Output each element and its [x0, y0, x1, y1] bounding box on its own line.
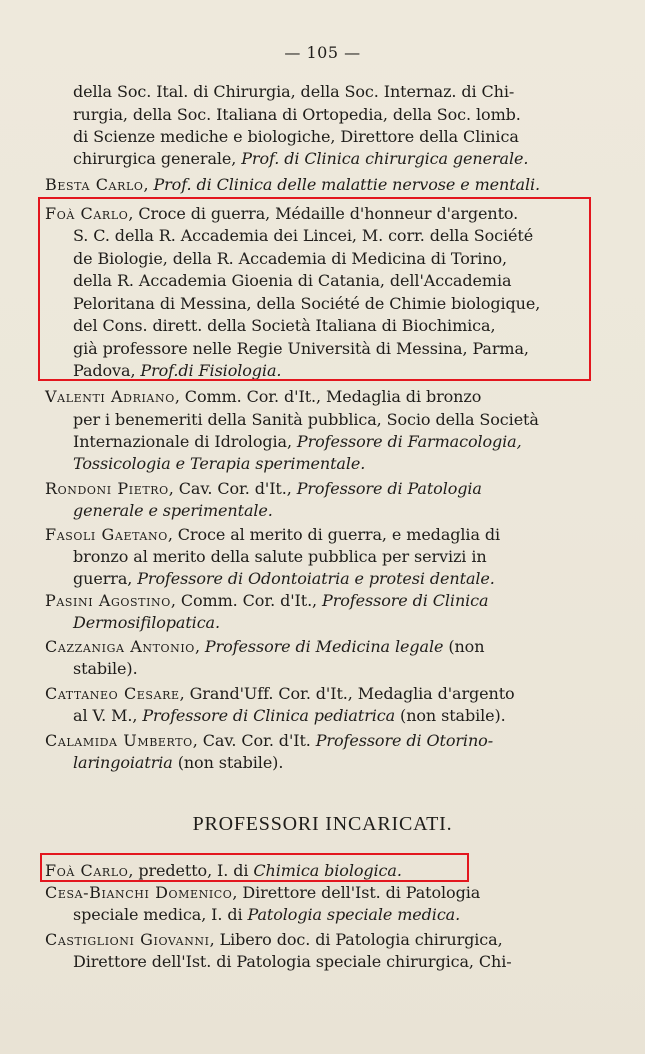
entry-line: generale e sperimentale.	[73, 501, 273, 520]
entry-foa-incaricato: Foà Carlo, predetto, I. di Chimica biologica.	[45, 861, 402, 880]
entry-fasoli: Fasoli Gaetano, Croce al merito di guerra, e medaglia di	[45, 525, 501, 544]
entry-line: guerra, Professore di Odontoiatria e protesi dentale.	[73, 569, 495, 588]
person-name: Foà Carlo	[45, 204, 129, 223]
entry-line: di Scienze mediche e biologiche, Direttore della Clinica	[73, 127, 519, 146]
entry-line: chirurgica generale, Prof. di Clinica chirurgica generale.	[73, 149, 529, 168]
entry-line: laringoiatria (non stabile).	[73, 753, 284, 772]
entry-line: Peloritana di Messina, della Société de Chimie biologique,	[73, 294, 541, 313]
entry-line: Tossicologia e Terapia sperimentale.	[73, 454, 366, 473]
page-number: — 105 —	[284, 43, 361, 62]
entry-line: Direttore dell'Ist. di Patologia speciale chirurgica, Chi-	[73, 952, 512, 971]
entry-line: de Biologie, della R. Accademia di Medicina di Torino,	[73, 249, 508, 268]
entry-line: per i benemeriti della Sanità pubblica, Socio della Società	[73, 410, 539, 429]
entry-foa: Foà Carlo, Croce di guerra, Médaille d'honneur d'argento.	[45, 204, 519, 223]
entry-line: Dermosifilopatica.	[73, 613, 220, 632]
person-name: Rondoni Pietro	[45, 479, 169, 498]
person-name: Valenti Adriano	[45, 387, 175, 406]
person-name: Castiglioni Giovanni	[45, 930, 210, 949]
entry-line: S. C. della R. Accademia dei Lincei, M. corr. della Société	[73, 226, 534, 245]
entry-line: della Soc. Ital. di Chirurgia, della Soc. Internaz. di Chi-	[73, 82, 515, 101]
section-heading: PROFESSORI INCARICATI.	[192, 813, 453, 835]
entry-castiglioni: Castiglioni Giovanni, Libero doc. di Patologia chirurgica,	[45, 930, 503, 949]
person-name: Cesa-Bianchi Domenico	[45, 883, 233, 902]
entry-calamida: Calamida Umberto, Cav. Cor. d'It. Professore di Otorino-	[45, 731, 493, 750]
entry-rondoni: Rondoni Pietro, Cav. Cor. d'It., Professore di Patologia	[45, 479, 482, 498]
entry-line: al V. M., Professore di Clinica pediatrica (non stabile).	[73, 706, 506, 725]
entry-pasini: Pasini Agostino, Comm. Cor. d'It., Professore di Clinica	[45, 591, 489, 610]
entry-line: rurgia, della Soc. Italiana di Ortopedia, della Soc. lomb.	[73, 105, 521, 124]
person-name: Foà Carlo	[45, 861, 129, 880]
person-name: Cazzaniga Antonio	[45, 637, 195, 656]
person-name: Besta Carlo	[45, 175, 144, 194]
person-name: Fasoli Gaetano	[45, 525, 168, 544]
person-name: Calamida Umberto	[45, 731, 193, 750]
entry-cesa-bianchi: Cesa-Bianchi Domenico, Direttore dell'Ist. di Patologia	[45, 883, 481, 902]
entry-line: Padova, Prof.di Fisiologia.	[73, 361, 282, 380]
entry-line: bronzo al merito della salute pubblica per servizi in	[73, 547, 487, 566]
entry-line: stabile).	[73, 659, 138, 678]
person-name: Pasini Agostino	[45, 591, 171, 610]
person-name: Cattaneo Cesare	[45, 684, 180, 703]
entry-line: speciale medica, I. di Patologia speciale medica.	[73, 905, 461, 924]
entry-line: della R. Accademia Gioenia di Catania, dell'Accademia	[73, 271, 512, 290]
entry-valenti: Valenti Adriano, Comm. Cor. d'It., Medaglia di bronzo	[45, 387, 482, 406]
entry-cattaneo: Cattaneo Cesare, Grand'Uff. Cor. d'It., Medaglia d'argento	[45, 684, 515, 703]
entry-line: Internazionale di Idrologia, Professore di Farmacologia,	[73, 432, 522, 451]
entry-line: già professore nelle Regie Università di Messina, Parma,	[73, 339, 529, 358]
entry-besta: Besta Carlo, Prof. di Clinica delle malattie nervose e mentali.	[45, 175, 541, 194]
entry-cazzaniga: Cazzaniga Antonio, Professore di Medicina legale (non	[45, 637, 485, 656]
entry-line: del Cons. dirett. della Società Italiana di Biochimica,	[73, 316, 496, 335]
